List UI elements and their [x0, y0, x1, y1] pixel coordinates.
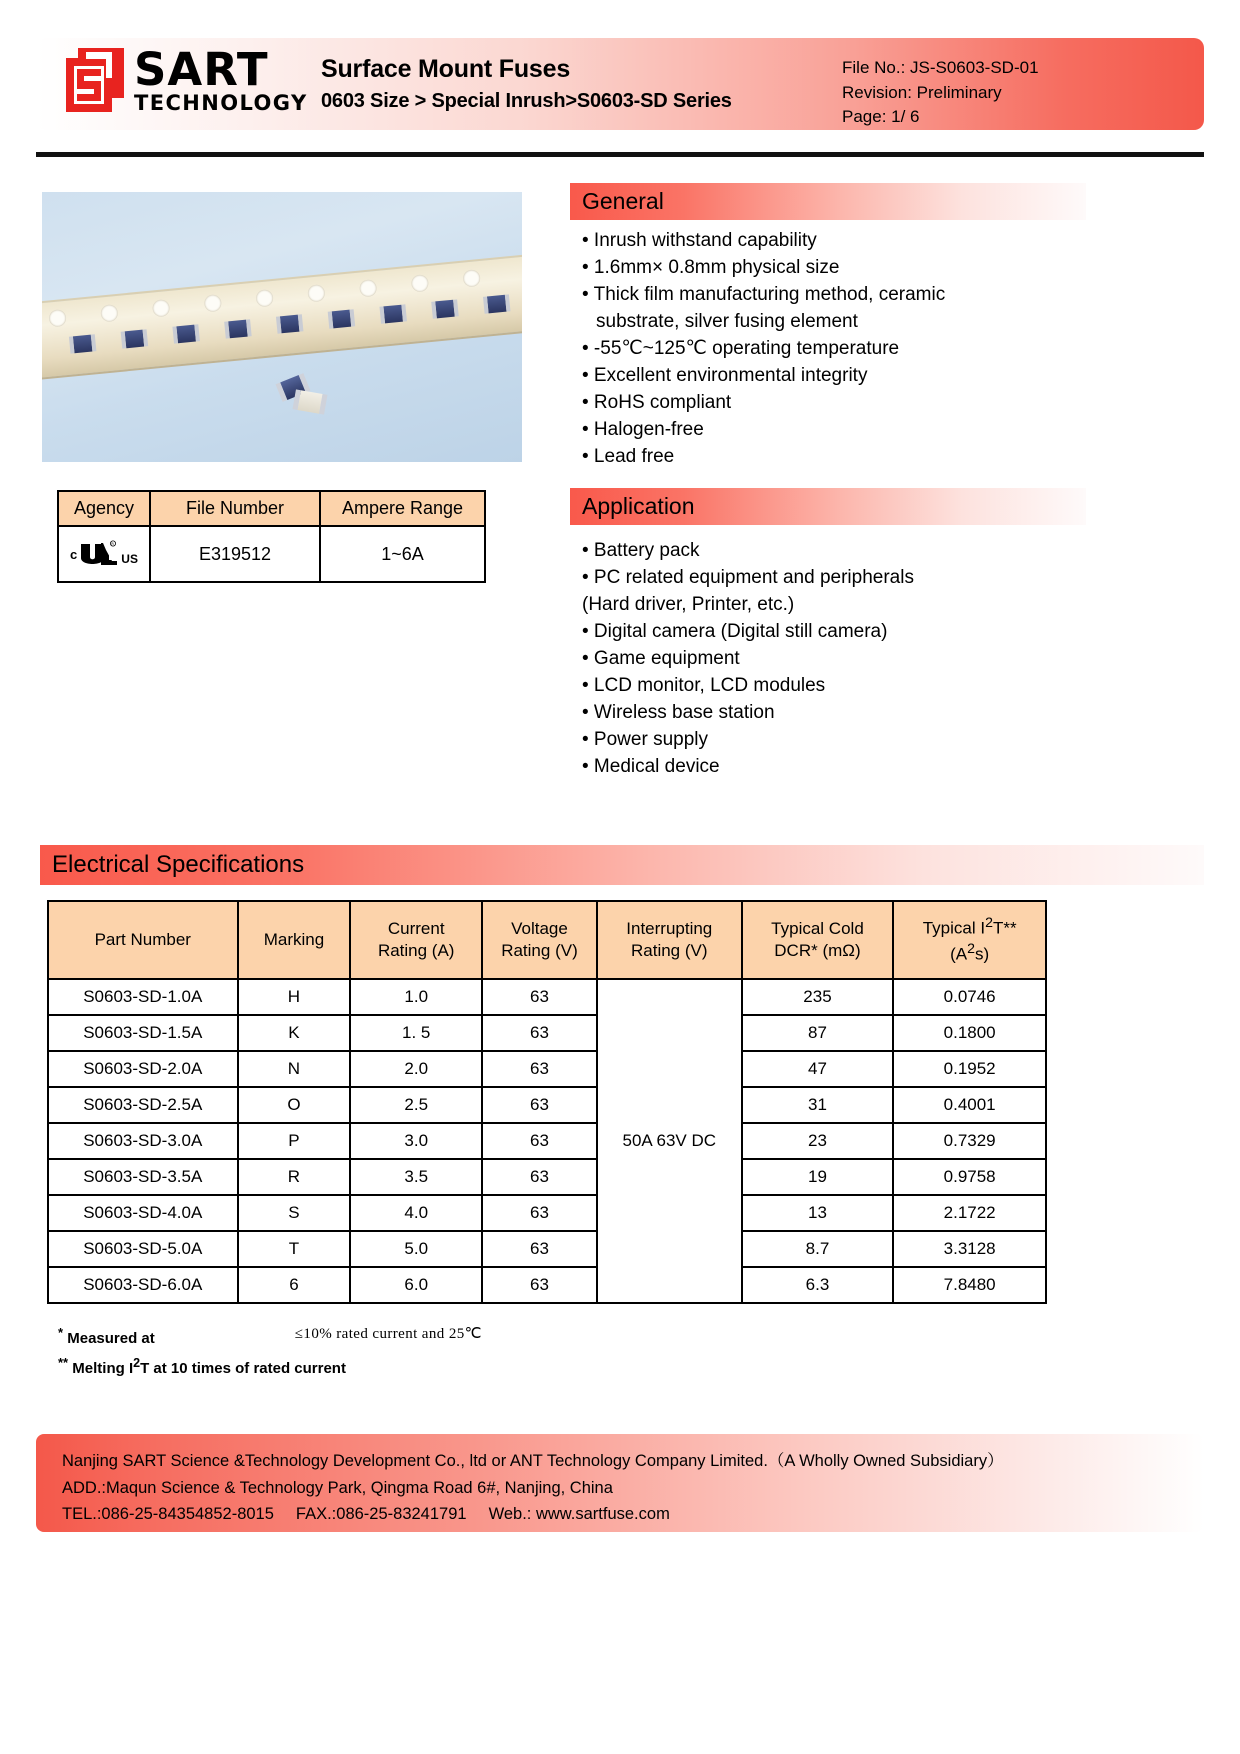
list-item-continuation: substrate, silver fusing element: [596, 310, 858, 332]
voltage-rating-col-header: [482, 901, 597, 979]
i2t-cell: 2.1722: [893, 1195, 1046, 1231]
footnote-2-label: [58, 1352, 346, 1382]
part-number-cell: S0603-SD-3.0A: [48, 1123, 238, 1159]
table-row: [48, 1231, 1046, 1267]
document-metadata: [842, 56, 1039, 130]
table-row: [58, 526, 485, 582]
application-section-title: Application: [582, 493, 695, 519]
voltage-cell: 63: [482, 1123, 597, 1159]
i2t-sup: 2: [985, 915, 993, 932]
footnote-2-mark: **: [58, 1354, 69, 1370]
dcr-cell: 47: [742, 1051, 894, 1087]
voltage-cell: 63: [482, 1087, 597, 1123]
svg-text:R: R: [111, 542, 115, 546]
cold-dcr-col-header: [742, 901, 894, 979]
i2t-cell: 0.4001: [893, 1087, 1046, 1123]
ampere-range-cell: 1~6A: [320, 526, 485, 582]
logo-tagline: TECHNOLOGY: [134, 90, 308, 115]
table-row: [48, 1051, 1046, 1087]
current-rating-line1: Current: [387, 918, 445, 938]
footer-contact-block: [62, 1448, 1004, 1528]
current-cell: 3.5: [350, 1159, 482, 1195]
i2t-cell: 3.3128: [893, 1231, 1046, 1267]
ul-c-label: c: [70, 546, 78, 562]
list-item: • 1.6mm× 0.8mm physical size: [582, 256, 840, 278]
part-number-cell: S0603-SD-5.0A: [48, 1231, 238, 1267]
interrupting-rating-col-header: [597, 901, 742, 979]
header-title-block: [321, 55, 732, 113]
current-cell: 4.0: [350, 1195, 482, 1231]
part-number-cell: S0603-SD-3.5A: [48, 1159, 238, 1195]
list-item: • RoHS compliant: [582, 391, 732, 413]
part-number-cell: S0603-SD-2.0A: [48, 1051, 238, 1087]
voltage-cell: 63: [482, 1159, 597, 1195]
product-photo: [42, 192, 522, 462]
current-cell: 1.0: [350, 979, 482, 1015]
part-number-cell: S0603-SD-1.5A: [48, 1015, 238, 1051]
table-row: [48, 1087, 1046, 1123]
marking-cell: R: [238, 1159, 351, 1195]
list-item: • Game equipment: [582, 647, 740, 669]
table-row: [48, 979, 1046, 1015]
page-footer: [36, 1434, 1204, 1532]
i2t-cell: 0.1800: [893, 1015, 1046, 1051]
agency-cell: [58, 526, 150, 582]
marking-cell: K: [238, 1015, 351, 1051]
footnote-1-text: Measured at: [67, 1330, 155, 1347]
marking-cell: 6: [238, 1267, 351, 1303]
table-row: [48, 1015, 1046, 1051]
spec-table-header-row: [48, 901, 1046, 979]
electrical-specs-title: Electrical Specifications: [52, 851, 305, 878]
website-link[interactable]: Web.: www.sartfuse.com: [488, 1505, 670, 1524]
i2t-cell: 0.0746: [893, 979, 1046, 1015]
file-number-col-header: File Number: [150, 491, 320, 526]
dcr-cell: 19: [742, 1159, 894, 1195]
i2t-line1b: T**: [992, 918, 1017, 938]
footnote-1-value: ≤10% rated current and 25℃: [294, 1326, 482, 1342]
header-divider: [36, 152, 1204, 157]
ul-us-label: US: [121, 552, 138, 566]
dcr-cell: 31: [742, 1087, 894, 1123]
list-item: • Battery pack: [582, 540, 700, 561]
dcr-cell: 13: [742, 1195, 894, 1231]
ampere-range-col-header: Ampere Range: [320, 491, 485, 526]
current-cell: 2.5: [350, 1087, 482, 1123]
dcr-cell: 8.7: [742, 1231, 894, 1267]
general-section-banner: [570, 183, 1086, 220]
i2t-cell: 7.8480: [893, 1267, 1046, 1303]
agency-approval-table: [57, 490, 486, 583]
file-number-cell: E319512: [150, 526, 320, 582]
page-header: [36, 38, 1204, 130]
i2t-cell: 0.7329: [893, 1123, 1046, 1159]
footnote-1-mark: *: [58, 1325, 64, 1340]
i2t-cell: 0.1952: [893, 1051, 1046, 1087]
voltage-cell: 63: [482, 1195, 597, 1231]
i2t-cell: 0.9758: [893, 1159, 1046, 1195]
part-number-cell: S0603-SD-6.0A: [48, 1267, 238, 1303]
loose-fuse-back: [293, 389, 328, 414]
table-footnotes: [58, 1322, 482, 1382]
marking-cell: N: [238, 1051, 351, 1087]
footnote-1-label: [58, 1322, 155, 1352]
list-item: • Power supply: [582, 728, 708, 750]
part-number-cell: S0603-SD-4.0A: [48, 1195, 238, 1231]
marking-cell: H: [238, 979, 351, 1015]
list-item: • Lead free: [582, 445, 675, 467]
i2t-line2a: (A: [950, 944, 968, 964]
footnote-2-text-b: T at 10 times of rated current: [140, 1359, 346, 1377]
logo-wordmark: SART: [134, 42, 269, 96]
marking-cell: P: [238, 1123, 351, 1159]
table-row: [48, 1267, 1046, 1303]
footnote-2: [58, 1352, 482, 1382]
interrupting-rating-cell: 50A 63V DC: [597, 979, 742, 1303]
part-number-col-header: Part Number: [48, 901, 238, 979]
agency-table-header-row: [58, 491, 485, 526]
electrical-specs-banner: [40, 845, 1204, 885]
voltage-cell: 63: [482, 979, 597, 1015]
company-name-line: Nanjing SART Science &Technology Development Co., ltd or ANT Technology Company Limited.（A Wholly Owned Subsidiary）: [62, 1452, 1004, 1470]
part-number-cell: S0603-SD-1.0A: [48, 979, 238, 1015]
list-item: • Wireless base station: [582, 701, 775, 723]
dcr-cell: 23: [742, 1123, 894, 1159]
voltage-cell: 63: [482, 1051, 597, 1087]
table-row: [48, 1195, 1046, 1231]
marking-cell: O: [238, 1087, 351, 1123]
list-item: • Medical device: [582, 755, 720, 777]
table-row: [48, 1159, 1046, 1195]
voltage-cell: 63: [482, 1267, 597, 1303]
voltage-cell: 63: [482, 1015, 597, 1051]
current-cell: 1. 5: [350, 1015, 482, 1051]
contact-line: [62, 1501, 1004, 1528]
part-number-cell: S0603-SD-2.5A: [48, 1087, 238, 1123]
list-item: • Inrush withstand capability: [582, 230, 817, 251]
list-item: • Excellent environmental integrity: [582, 364, 868, 386]
interrupting-line2: Rating (V): [631, 941, 708, 960]
page-number: Page: 1/ 6: [842, 107, 920, 127]
general-section-title: General: [582, 188, 664, 214]
marking-col-header: Marking: [238, 901, 351, 979]
carrier-tape: [42, 253, 522, 380]
list-item: • PC related equipment and peripherals: [582, 566, 914, 588]
i2t-line1a: Typical I: [922, 918, 986, 938]
marking-cell: T: [238, 1231, 351, 1267]
list-item: • Thick film manufacturing method, ceramic: [582, 283, 946, 305]
interrupting-line1: Interrupting: [626, 918, 713, 938]
list-item: • -55℃~125℃ operating temperature: [582, 337, 900, 359]
application-section-banner: [570, 488, 1086, 525]
voltage-rating-line1: Voltage: [511, 918, 568, 938]
current-cell: 6.0: [350, 1267, 482, 1303]
current-rating-line2: Rating (A): [377, 941, 455, 960]
electrical-specifications-table: [47, 900, 1047, 1304]
i2t-col-header: [893, 901, 1046, 979]
footnote-2-sup: 2: [133, 1355, 141, 1370]
breadcrumb: 0603 Size > Special Inrush>S0603-SD Series: [321, 90, 732, 112]
footnote-1: [58, 1322, 482, 1352]
list-item: • Digital camera (Digital still camera): [582, 620, 888, 642]
telephone: TEL.:086-25-84354852-8015: [62, 1505, 274, 1524]
list-item-continuation: (Hard driver, Printer, etc.): [582, 593, 795, 615]
dcr-cell: 235: [742, 979, 894, 1015]
ul-logo-icon: [79, 540, 119, 568]
application-bullet-list: [582, 538, 1092, 781]
dcr-cell: 6.3: [742, 1267, 894, 1303]
revision: Revision: Preliminary: [842, 82, 1002, 102]
i2t-line2b: s): [975, 944, 990, 964]
ul-recognized-mark-icon: [67, 540, 141, 568]
current-cell: 2.0: [350, 1051, 482, 1087]
list-item: • Halogen-free: [582, 418, 704, 440]
voltage-cell: 63: [482, 1231, 597, 1267]
dcr-line2: DCR* (mΩ): [774, 941, 861, 960]
dcr-line1: Typical Cold: [771, 918, 864, 938]
current-cell: 5.0: [350, 1231, 482, 1267]
page-title: Surface Mount Fuses: [321, 55, 571, 83]
sart-logo-icon: [64, 46, 126, 114]
current-cell: 3.0: [350, 1123, 482, 1159]
dcr-cell: 87: [742, 1015, 894, 1051]
voltage-rating-line2: Rating (V): [501, 941, 578, 960]
file-number: File No.: JS-S0603-SD-01: [842, 58, 1039, 77]
general-bullet-list: [582, 228, 1092, 471]
company-logo: [64, 42, 308, 115]
list-item: • LCD monitor, LCD modules: [582, 674, 826, 696]
footnote-2-text-a: Melting I: [72, 1359, 134, 1377]
address-line: ADD.:Maqun Science & Technology Park, Qingma Road 6#, Nanjing, China: [62, 1478, 613, 1497]
table-row: [48, 1123, 1046, 1159]
current-rating-col-header: [350, 901, 482, 979]
agency-col-header: Agency: [58, 491, 150, 526]
fax: FAX.:086-25-83241791: [295, 1505, 467, 1524]
marking-cell: S: [238, 1195, 351, 1231]
i2t-sup2: 2: [967, 941, 975, 957]
